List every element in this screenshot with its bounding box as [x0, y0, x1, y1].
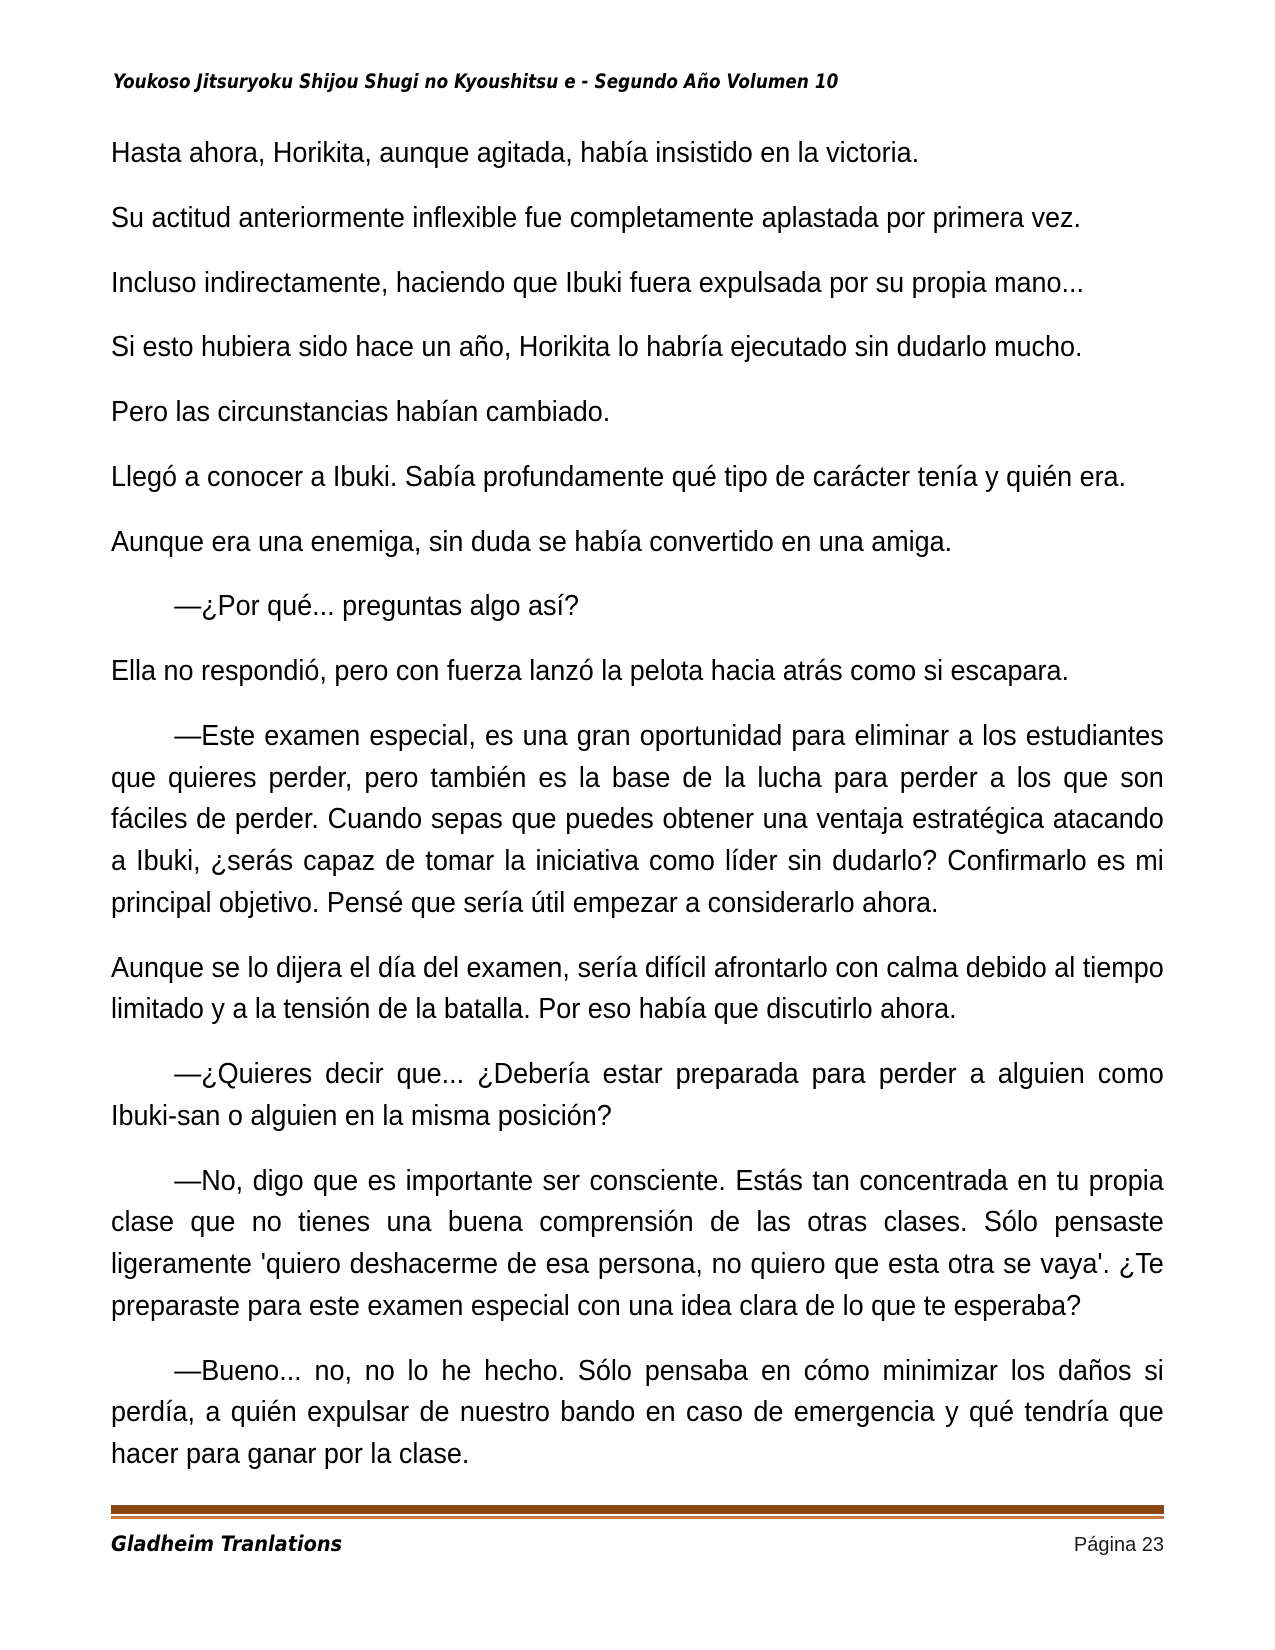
- dialogue-paragraph: —¿Por qué... preguntas algo así?: [174, 590, 580, 623]
- header-title: Youkoso Jitsuryoku Shijou Shugi no Kyoushitsu e - Segundo Año Volumen 10: [113, 70, 839, 93]
- body-paragraph: Si esto hubiera sido hace un año, Horikita lo habría ejecutado sin dudarlo mucho.: [111, 331, 1083, 364]
- body-paragraph: Su actitud anteriormente inflexible fue completamente aplastada por primera vez.: [111, 201, 1081, 234]
- page-header: [113, 70, 1162, 100]
- footer-row: [111, 1532, 1164, 1557]
- body-paragraph: Aunque se lo dijera el día del examen, sería difícil afrontarlo con calma debido al tiempo limitado y a la tensión de la batalla. Por eso había que discutirlo ahora.: [111, 951, 1164, 1026]
- footer-divider-thick: [111, 1505, 1164, 1514]
- dialogue-paragraph: —No, digo que es importante ser consciente. Estás tan concentrada en tu propia clase que no tienes una buena comprensión de las otras clases. Sólo pensaste ligeramente 'quiero deshacerme de esa persona, no quiero que esta otra se vaya'. ¿Te preparaste para este examen especial con una idea clara de lo que te esperaba?: [111, 1164, 1164, 1322]
- page-footer: [111, 1505, 1164, 1557]
- footer-divider-thin: [111, 1516, 1164, 1519]
- page-body: [111, 133, 1164, 1499]
- body-paragraph: Incluso indirectamente, haciendo que Ibuki fuera expulsada por su propia mano...: [111, 266, 1085, 299]
- body-paragraph: Aunque era una enemiga, sin duda se había convertido en una amiga.: [111, 525, 953, 558]
- page-number-label: Página 23: [1073, 1534, 1164, 1556]
- footer-brand-label: Gladheim Tranlations: [111, 1532, 343, 1556]
- dialogue-paragraph: —¿Quieres decir que... ¿Debería estar preparada para perder a alguien como Ibuki-san o alguien en la misma posición?: [111, 1058, 1164, 1132]
- body-paragraph: Llegó a conocer a Ibuki. Sabía profundamente qué tipo de carácter tenía y quién era.: [111, 460, 1127, 493]
- body-paragraph: Ella no respondió, pero con fuerza lanzó la pelota hacia atrás como si escapara.: [111, 655, 1070, 687]
- body-paragraph: Hasta ahora, Horikita, aunque agitada, había insistido en la victoria.: [111, 137, 920, 169]
- dialogue-paragraph: —Este examen especial, es una gran oportunidad para eliminar a los estudiantes que quieres perder, pero también es la base de la lucha para perder a los que son fáciles de perder. Cuando sepas que puedes obtener una ventaja estratégica atacando a Ibuki, ¿serás capaz de tomar la iniciativa como líder sin dudarlo? Confirmarlo es mi principal objetivo. Pensé que sería útil empezar a considerarlo ahora.: [111, 719, 1164, 919]
- body-paragraph: Pero las circunstancias habían cambiado.: [111, 396, 611, 428]
- dialogue-paragraph: —Bueno... no, no lo he hecho. Sólo pensaba en cómo minimizar los daños si perdía, a quién expulsar de nuestro bando en caso de emergencia y qué tendría que hacer para ganar por la clase.: [111, 1354, 1164, 1470]
